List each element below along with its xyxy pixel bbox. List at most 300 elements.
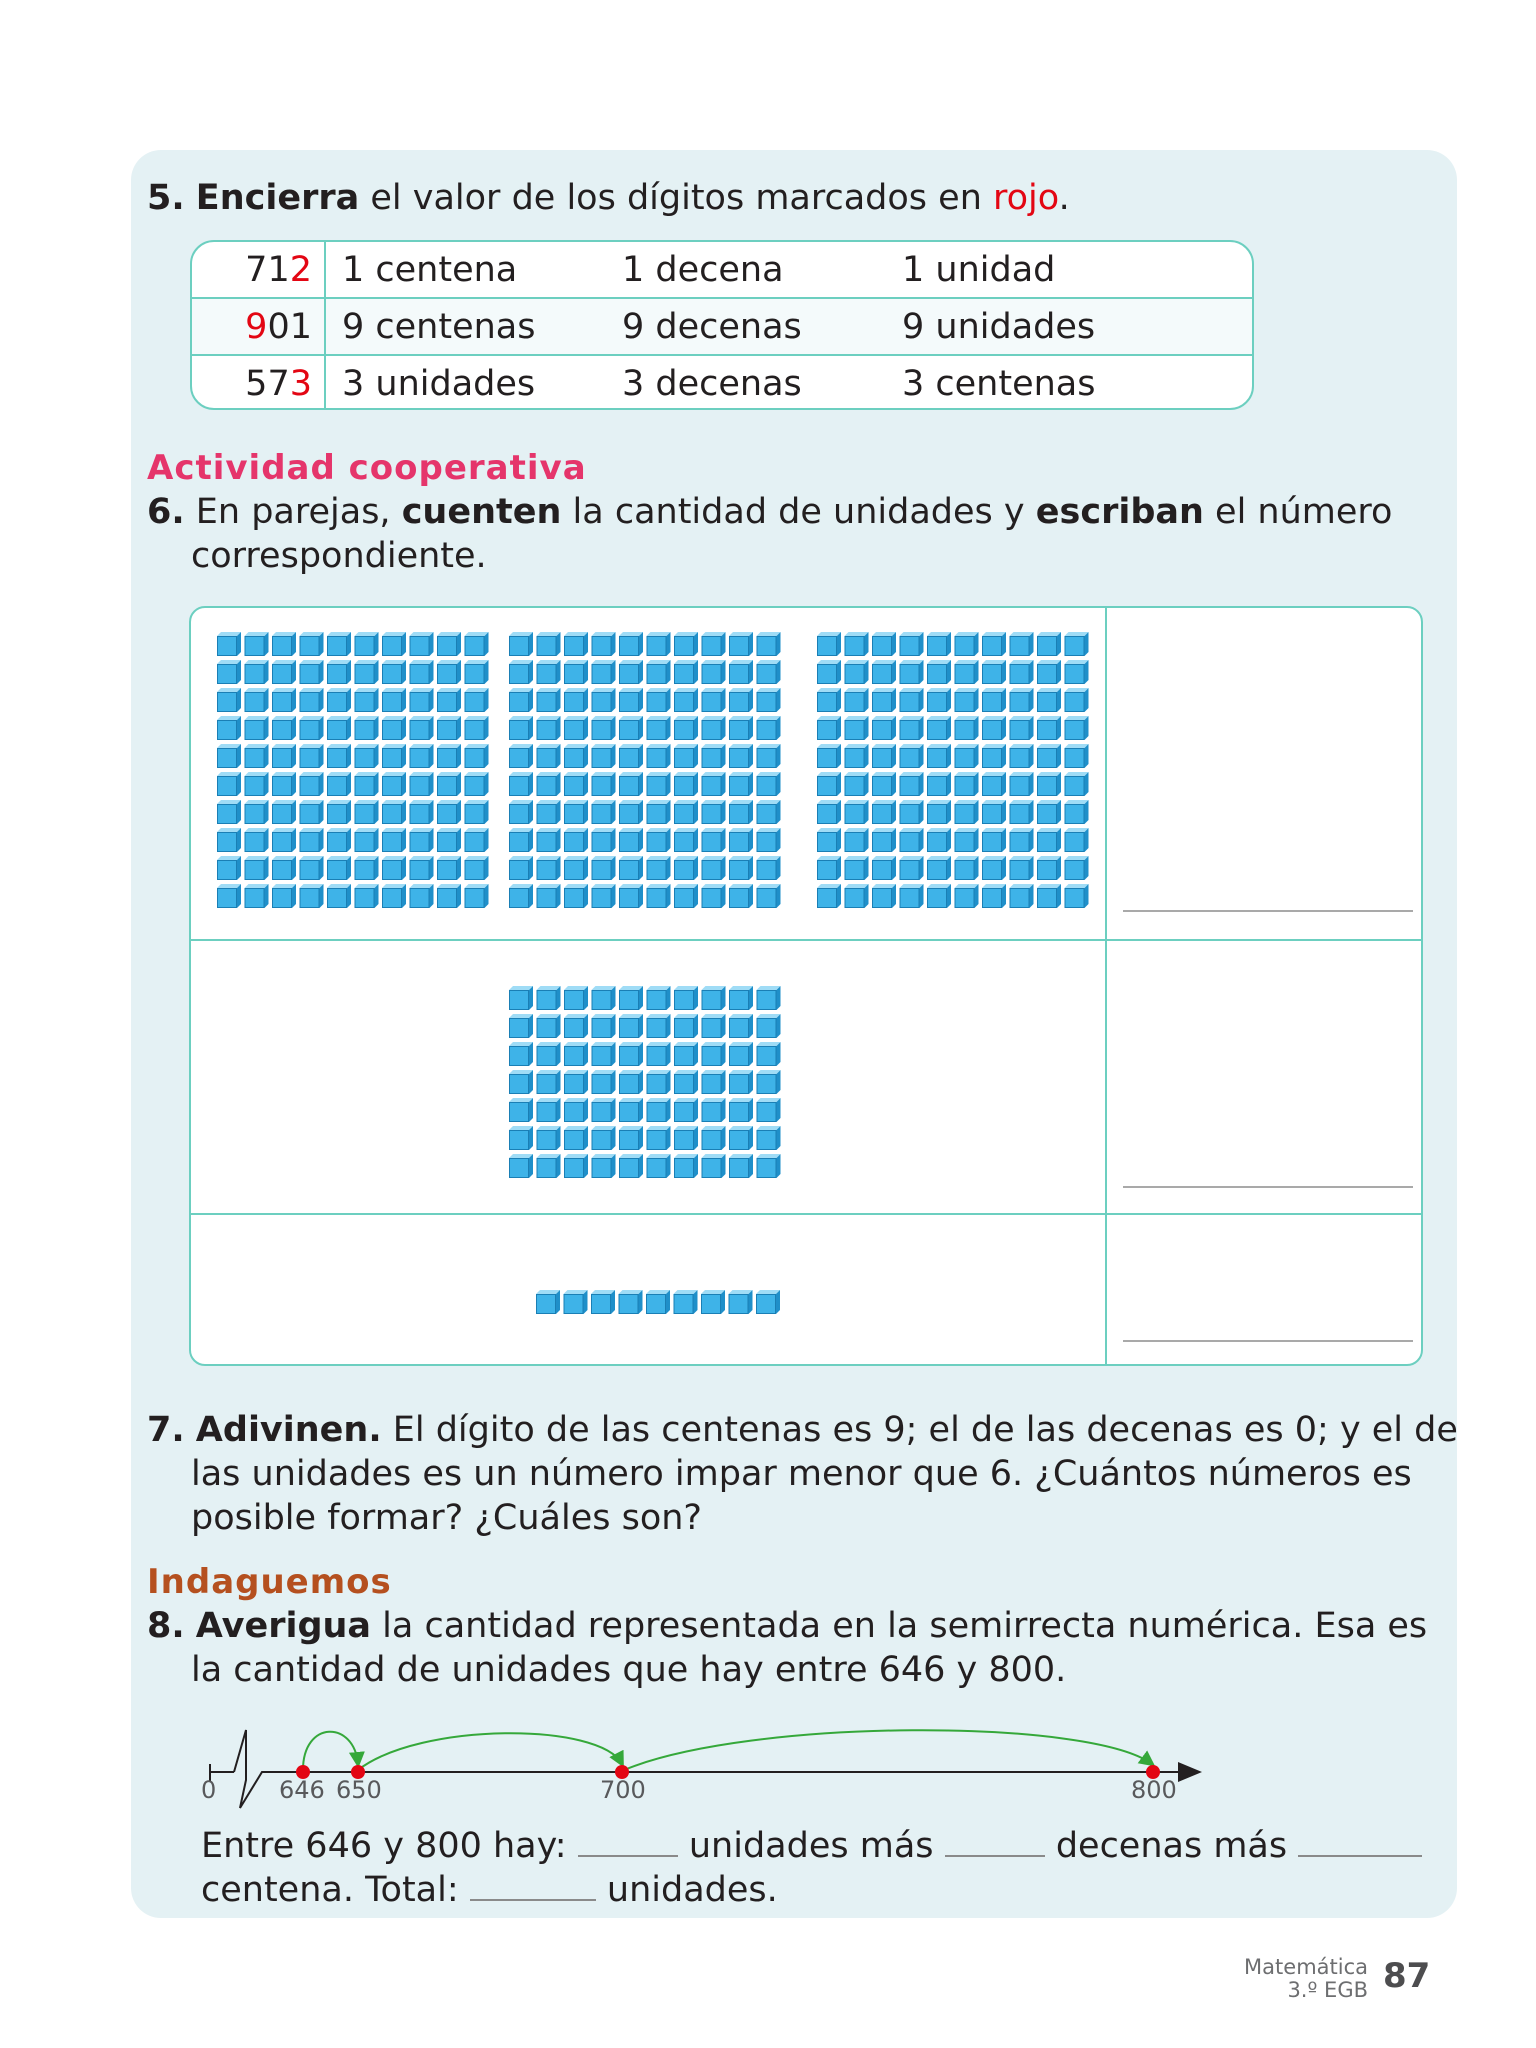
unit-cube bbox=[382, 800, 406, 824]
unit-cube bbox=[817, 744, 841, 768]
unit-cube bbox=[564, 856, 588, 880]
unit-cube bbox=[537, 800, 561, 824]
unit-cube bbox=[537, 1154, 561, 1178]
unit-cube bbox=[900, 828, 924, 852]
unit-cube bbox=[327, 800, 351, 824]
place-value-table bbox=[190, 240, 1254, 410]
unit-cube bbox=[1010, 744, 1034, 768]
unit-cube bbox=[1010, 884, 1034, 908]
unit-cube bbox=[564, 1014, 588, 1038]
unit-cube bbox=[619, 660, 643, 684]
answer-line[interactable] bbox=[1123, 1340, 1413, 1342]
unit-cube bbox=[410, 744, 434, 768]
unit-cube bbox=[927, 800, 951, 824]
unit-cube bbox=[272, 772, 296, 796]
blank-tens[interactable] bbox=[945, 1825, 1045, 1857]
unit-cube bbox=[674, 884, 698, 908]
unit-cube bbox=[509, 1098, 533, 1122]
unit-cube bbox=[437, 744, 461, 768]
exercise-5-prompt: 5. Encierra el valor de los dígitos marcados en rojo. bbox=[147, 178, 1070, 218]
unit-cube bbox=[272, 716, 296, 740]
unit-cube bbox=[1010, 688, 1034, 712]
unit-cube bbox=[900, 716, 924, 740]
unit-cube bbox=[982, 744, 1006, 768]
unit-cube bbox=[1037, 856, 1061, 880]
unit-cube bbox=[757, 660, 781, 684]
unit-cube bbox=[817, 800, 841, 824]
unit-cube bbox=[729, 1126, 753, 1150]
unit-cube bbox=[300, 828, 324, 852]
unit-cube bbox=[729, 716, 753, 740]
unit-cube bbox=[245, 856, 269, 880]
unit-cube bbox=[437, 884, 461, 908]
unit-cube bbox=[1037, 772, 1061, 796]
unit-cube bbox=[900, 688, 924, 712]
unit-cube bbox=[1037, 828, 1061, 852]
unit-cube bbox=[647, 688, 671, 712]
unit-cube bbox=[927, 884, 951, 908]
unit-cube bbox=[1065, 772, 1089, 796]
unit-cube bbox=[729, 1042, 753, 1066]
unit-cube bbox=[900, 856, 924, 880]
option-3[interactable]: 3 centenas bbox=[902, 364, 1096, 404]
unit-cube bbox=[355, 688, 379, 712]
unit-cube bbox=[955, 800, 979, 824]
unit-cube bbox=[509, 1154, 533, 1178]
unit-cube bbox=[509, 800, 533, 824]
exercise-8-line1: 8. Averigua la cantidad representada en la semirrecta numérica. Esa es bbox=[147, 1606, 1428, 1646]
unit-cube bbox=[674, 1290, 698, 1314]
unit-cube bbox=[982, 856, 1006, 880]
unit-cube bbox=[757, 744, 781, 768]
unit-cube bbox=[982, 800, 1006, 824]
unit-cube bbox=[509, 986, 533, 1010]
unit-cube bbox=[756, 1290, 780, 1314]
unit-cube bbox=[729, 884, 753, 908]
unit-cube bbox=[674, 744, 698, 768]
unit-cube bbox=[1037, 660, 1061, 684]
unit-cube bbox=[702, 632, 726, 656]
exercise-7-line3: posible formar? ¿Cuáles son? bbox=[191, 1498, 703, 1538]
unit-cube bbox=[217, 772, 241, 796]
unit-cube bbox=[327, 716, 351, 740]
unit-cube bbox=[1065, 884, 1089, 908]
option-3[interactable]: 9 unidades bbox=[902, 307, 1096, 347]
unit-cube bbox=[217, 716, 241, 740]
unit-cube bbox=[927, 660, 951, 684]
section-heading-indaguemos: Indaguemos bbox=[147, 1562, 392, 1602]
unit-cube bbox=[272, 884, 296, 908]
unit-cube bbox=[619, 800, 643, 824]
unit-cube bbox=[1065, 660, 1089, 684]
unit-cube bbox=[647, 828, 671, 852]
unit-cube bbox=[1010, 716, 1034, 740]
unit-cube bbox=[592, 1154, 616, 1178]
unit-cube bbox=[982, 828, 1006, 852]
unit-cube bbox=[927, 856, 951, 880]
unit-cube bbox=[619, 828, 643, 852]
unit-cube bbox=[757, 1070, 781, 1094]
unit-cube bbox=[245, 744, 269, 768]
hundred-block bbox=[817, 632, 1089, 908]
unit-cube bbox=[592, 744, 616, 768]
unit-cube bbox=[702, 884, 726, 908]
unit-cube bbox=[729, 1154, 753, 1178]
unit-cube bbox=[647, 716, 671, 740]
unit-cube bbox=[217, 856, 241, 880]
unit-cube bbox=[592, 716, 616, 740]
unit-cube bbox=[757, 1014, 781, 1038]
unit-cube bbox=[509, 772, 533, 796]
base-ten-blocks bbox=[191, 608, 1103, 1364]
unit-cube bbox=[619, 716, 643, 740]
unit-cube bbox=[465, 828, 489, 852]
unit-cube bbox=[272, 828, 296, 852]
unit-cube bbox=[1010, 856, 1034, 880]
unit-cube bbox=[509, 884, 533, 908]
unit-cube bbox=[845, 688, 869, 712]
exercise-6-prompt-cont: correspondiente. bbox=[191, 536, 487, 576]
table-row bbox=[192, 356, 1252, 410]
unit-cube bbox=[509, 688, 533, 712]
unit-cube bbox=[537, 884, 561, 908]
unit-cube bbox=[410, 884, 434, 908]
unit-cube bbox=[674, 1014, 698, 1038]
unit-cube bbox=[729, 772, 753, 796]
unit-cube bbox=[564, 688, 588, 712]
unit-cube bbox=[757, 1098, 781, 1122]
unit-cube bbox=[509, 1042, 533, 1066]
unit-cube bbox=[982, 716, 1006, 740]
exercise-7-line1: 7. Adivinen. El dígito de las centenas es 9; el de las decenas es 0; y el de bbox=[147, 1410, 1458, 1450]
unit-cube bbox=[537, 1014, 561, 1038]
unit-cube bbox=[509, 1014, 533, 1038]
unit-cube bbox=[955, 716, 979, 740]
unit-cube bbox=[729, 744, 753, 768]
unit-cube bbox=[900, 632, 924, 656]
unit-cube bbox=[564, 1098, 588, 1122]
unit-cube bbox=[382, 632, 406, 656]
unit-cube bbox=[592, 1070, 616, 1094]
unit-cube bbox=[465, 660, 489, 684]
unit-cube bbox=[872, 772, 896, 796]
option-1[interactable]: 1 centena bbox=[342, 250, 518, 290]
unit-cube bbox=[619, 1126, 643, 1150]
option-3[interactable]: 1 unidad bbox=[902, 250, 1056, 290]
hundred-block bbox=[217, 632, 489, 908]
unit-cube bbox=[1037, 884, 1061, 908]
unit-cube bbox=[955, 688, 979, 712]
unit-cube bbox=[327, 688, 351, 712]
unit-cube bbox=[1037, 800, 1061, 824]
unit-cube bbox=[817, 772, 841, 796]
unit-cube bbox=[927, 772, 951, 796]
unit-cube bbox=[382, 744, 406, 768]
unit-cube bbox=[465, 884, 489, 908]
unit-cube bbox=[245, 632, 269, 656]
unit-cube bbox=[327, 744, 351, 768]
unit-cube bbox=[1010, 660, 1034, 684]
unit-cube bbox=[564, 744, 588, 768]
unit-cube bbox=[647, 1154, 671, 1178]
unit-cube bbox=[702, 828, 726, 852]
unit-cube bbox=[245, 660, 269, 684]
unit-cube bbox=[955, 660, 979, 684]
unit-cube bbox=[1037, 716, 1061, 740]
unit-cube bbox=[702, 1098, 726, 1122]
unit-cube bbox=[701, 1290, 725, 1314]
unit-cube bbox=[564, 1126, 588, 1150]
unit-cube bbox=[619, 1014, 643, 1038]
unit-cube bbox=[217, 688, 241, 712]
unit-cube bbox=[564, 1070, 588, 1094]
unit-cube bbox=[619, 632, 643, 656]
blank-hundreds[interactable] bbox=[1298, 1825, 1422, 1857]
unit-cube bbox=[647, 986, 671, 1010]
unit-cube bbox=[217, 828, 241, 852]
unit-cube bbox=[674, 1098, 698, 1122]
unit-cube bbox=[410, 632, 434, 656]
unit-cube bbox=[245, 772, 269, 796]
unit-cube bbox=[729, 1098, 753, 1122]
unit-cube bbox=[1037, 744, 1061, 768]
unit-cube bbox=[982, 772, 1006, 796]
unit-cube bbox=[465, 632, 489, 656]
unit-cube bbox=[674, 828, 698, 852]
unit-cube bbox=[355, 828, 379, 852]
unit-cube bbox=[817, 688, 841, 712]
unit-cube bbox=[465, 772, 489, 796]
unit-cube bbox=[537, 1126, 561, 1150]
unit-cube bbox=[619, 1154, 643, 1178]
unit-cube bbox=[927, 828, 951, 852]
unit-cube bbox=[327, 856, 351, 880]
unit-cube bbox=[1037, 688, 1061, 712]
unit-cube bbox=[647, 1070, 671, 1094]
unit-cube bbox=[674, 772, 698, 796]
unit-cube bbox=[1065, 716, 1089, 740]
unit-cube bbox=[245, 716, 269, 740]
unit-cube bbox=[592, 660, 616, 684]
unit-cube bbox=[647, 800, 671, 824]
unit-cube bbox=[355, 716, 379, 740]
fill-in-line2: centena. Total: unidades. bbox=[201, 1870, 778, 1910]
unit-cube bbox=[465, 744, 489, 768]
unit-cube bbox=[647, 1098, 671, 1122]
option-1[interactable]: 9 centenas bbox=[342, 307, 536, 347]
unit-cube bbox=[845, 716, 869, 740]
unit-cube bbox=[845, 744, 869, 768]
unit-cube bbox=[955, 856, 979, 880]
unit-cube bbox=[619, 1042, 643, 1066]
unit-cube bbox=[564, 772, 588, 796]
unit-cube bbox=[757, 800, 781, 824]
unit-cube bbox=[300, 884, 324, 908]
unit-cube bbox=[382, 856, 406, 880]
unit-cube bbox=[845, 660, 869, 684]
option-2[interactable]: 1 decena bbox=[622, 250, 784, 290]
unit-cube bbox=[272, 800, 296, 824]
unit-cube bbox=[702, 660, 726, 684]
unit-cube bbox=[1065, 632, 1089, 656]
option-2[interactable]: 9 decenas bbox=[622, 307, 802, 347]
answer-line[interactable] bbox=[1123, 1186, 1413, 1188]
unit-cube bbox=[647, 772, 671, 796]
table-row bbox=[192, 242, 1252, 298]
unit-cube bbox=[437, 772, 461, 796]
unit-cube bbox=[817, 716, 841, 740]
unit-cube bbox=[410, 856, 434, 880]
unit-cube bbox=[674, 660, 698, 684]
unit-cube bbox=[592, 1042, 616, 1066]
fill-in-line1: Entre 646 y 800 hay: unidades más decenas más bbox=[201, 1824, 1422, 1868]
unit-cube bbox=[729, 856, 753, 880]
unit-cube bbox=[592, 1098, 616, 1122]
blank-units[interactable] bbox=[578, 1825, 678, 1857]
unit-cube bbox=[300, 660, 324, 684]
unit-cube bbox=[872, 800, 896, 824]
unit-cube bbox=[674, 800, 698, 824]
unit-cube bbox=[872, 632, 896, 656]
unit-cube bbox=[509, 744, 533, 768]
unit-cube bbox=[509, 1070, 533, 1094]
unit-cube bbox=[757, 884, 781, 908]
unit-cube bbox=[217, 660, 241, 684]
unit-cube bbox=[300, 856, 324, 880]
unit-cube bbox=[982, 632, 1006, 656]
unit-cube bbox=[564, 716, 588, 740]
page-number: 87 bbox=[1383, 1956, 1431, 1996]
label-646: 646 bbox=[279, 1776, 325, 1804]
unit-cube bbox=[647, 632, 671, 656]
unit-cube bbox=[537, 986, 561, 1010]
unit-cube bbox=[217, 632, 241, 656]
unit-cube bbox=[355, 884, 379, 908]
unit-cube bbox=[410, 828, 434, 852]
unit-cube bbox=[817, 660, 841, 684]
unit-cube bbox=[845, 772, 869, 796]
unit-cube bbox=[509, 716, 533, 740]
unit-cube bbox=[674, 1126, 698, 1150]
unit-cube bbox=[955, 828, 979, 852]
unit-cube bbox=[564, 1154, 588, 1178]
unit-cube bbox=[300, 632, 324, 656]
unit-cube bbox=[702, 986, 726, 1010]
unit-cube bbox=[537, 772, 561, 796]
unit-cube bbox=[564, 660, 588, 684]
unit-cube bbox=[245, 800, 269, 824]
units-block bbox=[536, 1290, 780, 1314]
unit-cube bbox=[817, 828, 841, 852]
unit-cube bbox=[674, 1154, 698, 1178]
unit-cube bbox=[619, 688, 643, 712]
unit-cube bbox=[245, 688, 269, 712]
unit-cube bbox=[355, 772, 379, 796]
unit-cube bbox=[592, 772, 616, 796]
cube-count-grid bbox=[189, 606, 1423, 1366]
unit-cube bbox=[382, 688, 406, 712]
unit-cube bbox=[845, 828, 869, 852]
unit-cube bbox=[592, 800, 616, 824]
unit-cube bbox=[872, 660, 896, 684]
unit-cube bbox=[537, 688, 561, 712]
unit-cube bbox=[564, 800, 588, 824]
answer-line[interactable] bbox=[1123, 910, 1413, 912]
unit-cube bbox=[465, 688, 489, 712]
unit-cube bbox=[1065, 744, 1089, 768]
unit-cube bbox=[729, 1290, 753, 1314]
option-2[interactable]: 3 decenas bbox=[622, 364, 802, 404]
unit-cube bbox=[564, 986, 588, 1010]
unit-cube bbox=[564, 1290, 588, 1314]
unit-cube bbox=[729, 1070, 753, 1094]
label-700: 700 bbox=[600, 1776, 646, 1804]
unit-cube bbox=[537, 1070, 561, 1094]
unit-cube bbox=[1010, 772, 1034, 796]
unit-cube bbox=[509, 632, 533, 656]
unit-cube bbox=[1037, 632, 1061, 656]
unit-cube bbox=[619, 884, 643, 908]
unit-cube bbox=[537, 632, 561, 656]
unit-cube bbox=[955, 744, 979, 768]
unit-cube bbox=[872, 856, 896, 880]
unit-cube bbox=[300, 744, 324, 768]
unit-cube bbox=[327, 772, 351, 796]
blank-total[interactable] bbox=[470, 1869, 596, 1901]
unit-cube bbox=[245, 828, 269, 852]
unit-cube bbox=[702, 856, 726, 880]
unit-cube bbox=[817, 884, 841, 908]
unit-cube bbox=[1065, 828, 1089, 852]
unit-cube bbox=[900, 744, 924, 768]
unit-cube bbox=[729, 828, 753, 852]
unit-cube bbox=[509, 1126, 533, 1150]
unit-cube bbox=[674, 688, 698, 712]
section-heading-cooperativa: Actividad cooperativa bbox=[147, 448, 587, 488]
number-line bbox=[190, 1700, 1240, 1830]
exercise-6-prompt: 6. En parejas, cuenten la cantidad de unidades y escriban el número bbox=[147, 492, 1393, 532]
unit-cube bbox=[619, 856, 643, 880]
unit-cube bbox=[729, 1014, 753, 1038]
unit-cube bbox=[927, 632, 951, 656]
unit-cube bbox=[646, 1290, 670, 1314]
unit-cube bbox=[382, 716, 406, 740]
unit-cube bbox=[900, 660, 924, 684]
unit-cube bbox=[702, 688, 726, 712]
number-cell: 901 bbox=[245, 307, 312, 347]
unit-cube bbox=[757, 1042, 781, 1066]
unit-cube bbox=[327, 660, 351, 684]
unit-cube bbox=[300, 688, 324, 712]
unit-cube bbox=[355, 800, 379, 824]
unit-cube bbox=[702, 1126, 726, 1150]
unit-cube bbox=[647, 1014, 671, 1038]
unit-cube bbox=[465, 800, 489, 824]
unit-cube bbox=[845, 632, 869, 656]
unit-cube bbox=[729, 986, 753, 1010]
unit-cube bbox=[674, 986, 698, 1010]
unit-cube bbox=[702, 1154, 726, 1178]
unit-cube bbox=[674, 1042, 698, 1066]
number-cell: 712 bbox=[245, 250, 312, 290]
unit-cube bbox=[817, 856, 841, 880]
unit-cube bbox=[955, 632, 979, 656]
unit-cube bbox=[564, 632, 588, 656]
option-1[interactable]: 3 unidades bbox=[342, 364, 536, 404]
unit-cube bbox=[410, 772, 434, 796]
unit-cube bbox=[509, 660, 533, 684]
unit-cube bbox=[410, 716, 434, 740]
